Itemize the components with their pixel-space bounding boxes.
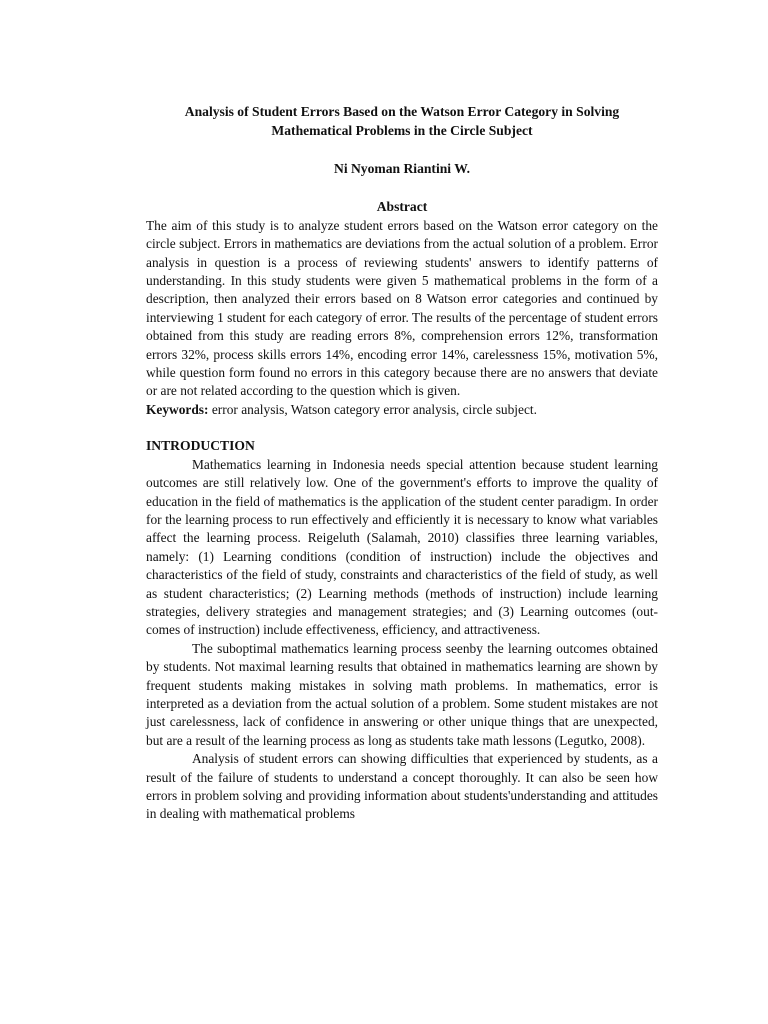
intro-paragraph: Analysis of student errors can showing difficulties that experienced by students, as a result of the failure of students to understand a concept thoroughly. It can also be seen how errors in problem solving and providing information about students'understanding and attitudes in dealing with mathematical problems [146, 751, 658, 822]
abstract-heading: Abstract [376, 199, 428, 215]
intro-paragraph: The suboptimal mathematics learning process seenby the learning outcomes obtained by students. Not maximal learning results that obtained in mathematics learning are shown by frequent students making mistakes in solving math problems. In mathematics, error is interpreted as a deviation from the actual solution of a problem. Some student mistakes are not just carelessness, lack of confidence in answering or other unique things that are unexpected, but are a result of the learning process as long as students take math lessons (Legutko, 2008). [146, 640, 658, 748]
keywords-line [146, 401, 658, 419]
keywords-text: error analysis, Watson category error analysis, circle subject. [208, 401, 537, 417]
abstract-text: The aim of this study is to analyze student errors based on the Watson error category on the circle subject. Errors in mathematics are deviations from the actual solution of a problem. Error analysis in question is a process of reviewing students' answers to identify patterns of understanding. In this study students were given 5 mathematical problems in the form of a description, then analyzed their errors based on 8 Watson error categories and continued by interviewing 1 student for each category of error. The results of the percentage of student errors obtained from this study are reading errors 8%, comprehension errors 12%, transformation errors 32%, process skills errors 14%, encoding error 14%, carelessness 15%, motivation 5%, while question form found no errors in this category because there are no answers that deviate or are not related according to the question which is given. [146, 217, 658, 399]
paper-page [146, 102, 658, 824]
paper-title: Analysis of Student Errors Based on the Watson Error Category in Solving Mathematical Problems in the Circle Subject [184, 104, 620, 138]
author-name: Ni Nyoman Riantini W. [334, 161, 470, 176]
section-heading-introduction: INTRODUCTION [146, 438, 255, 454]
keywords-label: Keywords: [146, 401, 209, 417]
intro-paragraph: Mathematics learning in Indonesia needs special attention because student learning outcomes are still relatively low. One of the government's efforts to improve the quality of education in the field of mathematics is the application of the student center paradigm. In order for the learning process to run effectively and efficiently it is necessary to know what variables affect the learning process. Reigeluth (Salamah, 2010) classifies three learning variables, namely: (1) Learning conditions (condition of instruction) include the objectives and characteristics of the field of study, constraints and characteristics of the field of study, as well as student characteristics; (2) Learning methods (methods of instruction) include learning strategies, delivery strategies and management strategies; and (3) Learning outcomes (out-comes of instruction) include effectiveness, efficiency, and attractiveness. [146, 456, 658, 638]
